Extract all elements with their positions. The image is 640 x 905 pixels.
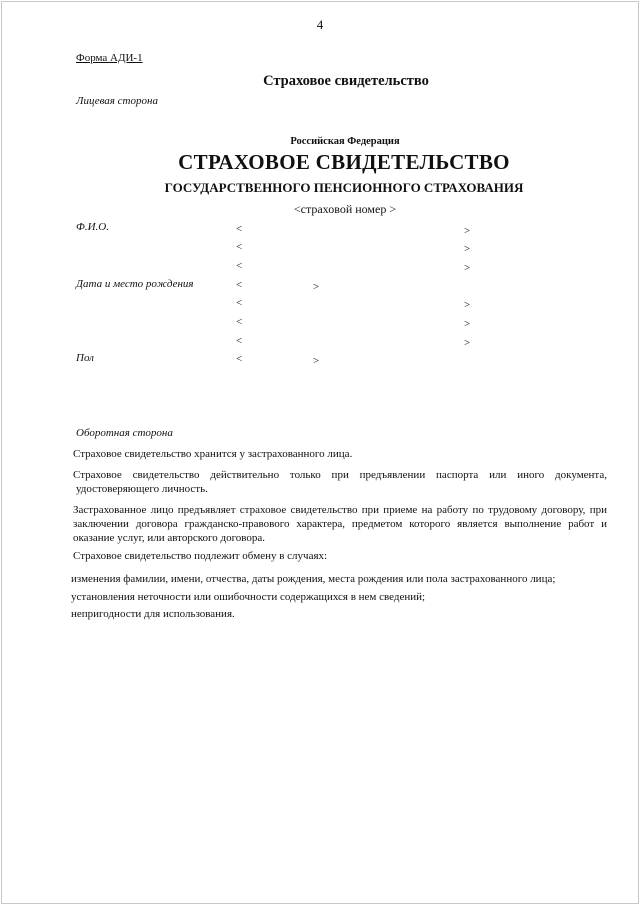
paragraph-validity-text: Страховое свидетельство действительно только при предъявлении паспорта или иного документа, удостоверяющего личность. bbox=[73, 469, 607, 495]
fio-label: Ф.И.О. bbox=[76, 221, 109, 233]
paragraph-storage: Страховое свидетельство хранится у застрахованного лица. bbox=[73, 448, 353, 460]
sex-label: Пол bbox=[76, 352, 94, 364]
birth-place-3-close: > bbox=[464, 337, 471, 349]
birth-place-2-open: < bbox=[236, 316, 243, 328]
document-title: Страховое свидетельство bbox=[263, 73, 429, 89]
fio-line-1-open: < bbox=[236, 223, 243, 235]
exchange-case-name-change: изменения фамилии, имени, отчества, даты рождения, места рождения или пола застрахованного лица; bbox=[71, 573, 556, 585]
back-side-label: Оборотная сторона bbox=[76, 427, 173, 439]
country-label: Российская Федерация bbox=[290, 136, 400, 147]
page-number: 4 bbox=[316, 17, 324, 32]
front-side-label: Лицевая сторона bbox=[76, 95, 158, 107]
fio-line-1-close: > bbox=[464, 225, 471, 237]
form-label: Форма АДИ-1 bbox=[76, 52, 143, 64]
birth-place-1-close: > bbox=[464, 299, 471, 311]
paragraph-exchange: Страховое свидетельство подлежит обмену в случаях: bbox=[73, 550, 328, 562]
paragraph-presentation: Застрахованное лицо предъявляет страховое свидетельство при приеме на работу по трудовому договору, при заключении договора гражданско-правового характера, предметом которого является выполнение работ и оказание услуг, или авторского договора. bbox=[73, 504, 607, 544]
birth-date-close: > bbox=[313, 281, 320, 293]
birth-label: Дата и место рождения bbox=[76, 278, 194, 290]
certificate-subtitle: ГОСУДАРСТВЕННОГО ПЕНСИОННОГО СТРАХОВАНИЯ bbox=[164, 180, 524, 195]
birth-date-open: < bbox=[236, 279, 243, 291]
fio-line-3-open: < bbox=[236, 260, 243, 272]
exchange-case-inaccuracy: установления неточности или ошибочности содержащихся в нем сведений; bbox=[71, 591, 426, 603]
birth-place-2-close: > bbox=[464, 318, 471, 330]
insurance-number-placeholder: <страховой номер > bbox=[293, 202, 397, 216]
fio-line-2-open: < bbox=[236, 241, 243, 253]
fio-line-2-close: > bbox=[464, 243, 471, 255]
birth-place-3-open: < bbox=[236, 335, 243, 347]
certificate-title: СТРАХОВОЕ СВИДЕТЕЛЬСТВО bbox=[178, 150, 510, 174]
exchange-case-unusable: непригодности для использования. bbox=[71, 608, 235, 620]
paragraph-validity bbox=[73, 468, 607, 496]
birth-place-1-open: < bbox=[236, 297, 243, 309]
sex-open: < bbox=[236, 353, 243, 365]
fio-line-3-close: > bbox=[464, 262, 471, 274]
sex-close: > bbox=[313, 355, 320, 367]
